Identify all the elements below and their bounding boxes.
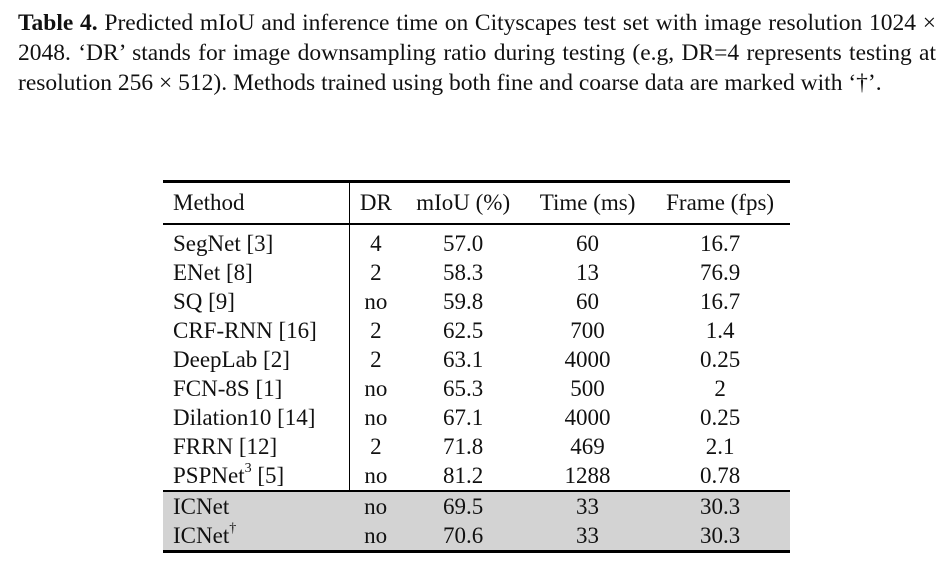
table-row [163, 491, 790, 521]
cell-dr: no [364, 288, 388, 314]
table-row [163, 316, 790, 345]
cell-method [163, 287, 350, 316]
header-method: Method [163, 182, 350, 225]
table-row [163, 521, 790, 552]
cell-miou: 65.3 [443, 375, 484, 401]
cell-dr: 2 [370, 259, 382, 285]
header-dr: DR [359, 190, 392, 215]
cell-dr: no [364, 404, 388, 430]
cell-fps: 0.25 [699, 404, 741, 430]
cell-fps: 2.1 [705, 433, 735, 459]
method-name: SegNet [3] [173, 230, 274, 256]
method-name: ICNet [173, 493, 230, 519]
method-name: PSPNet [173, 462, 245, 488]
method-name: Dilation10 [14] [173, 404, 316, 430]
cell-method [163, 316, 350, 345]
cell-method [163, 461, 350, 491]
cell-fps: 76.9 [699, 259, 741, 285]
results-table [163, 180, 790, 553]
icnet-methods [163, 491, 790, 552]
method-superscript: 3 [244, 460, 252, 476]
cell-dr: 4 [370, 230, 382, 256]
cell-time: 33 [576, 522, 600, 548]
table-row [163, 258, 790, 287]
method-name: DeepLab [2] [173, 346, 290, 372]
table-row [163, 224, 790, 258]
cell-time: 1288 [564, 462, 611, 488]
baseline-methods [163, 224, 790, 491]
cell-method [163, 224, 350, 258]
cell-fps: 30.3 [699, 522, 741, 548]
cell-fps: 0.78 [699, 462, 741, 488]
cell-dr: no [364, 375, 388, 401]
table-row [163, 345, 790, 374]
cell-method [163, 432, 350, 461]
cell-time: 60 [576, 230, 600, 256]
cell-method [163, 521, 350, 552]
cell-time: 13 [576, 259, 600, 285]
method-name: SQ [9] [173, 288, 235, 314]
cell-miou: 62.5 [443, 317, 484, 343]
cell-miou: 57.0 [443, 230, 484, 256]
table-row [163, 374, 790, 403]
cell-dr: 2 [370, 317, 382, 343]
cell-miou: 67.1 [443, 404, 484, 430]
table-row [163, 432, 790, 461]
cell-fps: 16.7 [699, 288, 741, 314]
cell-method [163, 374, 350, 403]
cell-method [163, 258, 350, 287]
cell-method [163, 403, 350, 432]
cell-method [163, 491, 350, 521]
table-header-row [163, 182, 790, 225]
method-citation: [5] [251, 462, 285, 488]
method-name: FCN-8S [1] [173, 375, 283, 401]
header-miou: mIoU (%) [416, 190, 511, 215]
cell-time: 700 [570, 317, 605, 343]
table-row [163, 403, 790, 432]
table-caption [18, 8, 936, 98]
table-row [163, 287, 790, 316]
method-name: FRRN [12] [173, 433, 278, 459]
caption-text: Predicted mIoU and inference time on Cityscapes test set with image resolution 1024 × 2048. ‘DR’ stands for image downsampling ratio during testing (e.g, DR=4 represents testing at resolution 256 × 512). Methods trained using both fine and coarse data are marked with ‘†’. [18, 10, 936, 96]
header-fps: Frame (fps) [666, 190, 775, 215]
cell-time: 469 [570, 433, 605, 459]
header-time: Time (ms) [539, 190, 636, 215]
cell-fps: 30.3 [699, 493, 741, 519]
cell-time: 4000 [564, 404, 611, 430]
cell-time: 4000 [564, 346, 611, 372]
cell-dr: no [364, 522, 388, 548]
caption-label: Table 4. [18, 10, 98, 36]
cell-time: 500 [570, 375, 605, 401]
cell-miou: 63.1 [443, 346, 484, 372]
cell-time: 60 [576, 288, 600, 314]
method-superscript: † [229, 520, 237, 536]
cell-dr: 2 [370, 433, 382, 459]
cell-time: 33 [576, 493, 600, 519]
cell-fps: 0.25 [699, 346, 741, 372]
cell-miou: 70.6 [443, 522, 484, 548]
cell-dr: no [364, 462, 388, 488]
method-name: CRF-RNN [16] [173, 317, 317, 343]
method-name: ENet [8] [173, 259, 253, 285]
cell-miou: 58.3 [443, 259, 484, 285]
cell-fps: 16.7 [699, 230, 741, 256]
cell-dr: no [364, 493, 388, 519]
cell-miou: 59.8 [443, 288, 484, 314]
method-name: ICNet [173, 522, 230, 548]
cell-miou: 81.2 [443, 462, 484, 488]
cell-fps: 2 [714, 375, 726, 401]
table-row [163, 461, 790, 491]
cell-miou: 69.5 [443, 493, 484, 519]
cell-fps: 1.4 [705, 317, 735, 343]
cell-miou: 71.8 [443, 433, 484, 459]
cell-method [163, 345, 350, 374]
cell-dr: 2 [370, 346, 382, 372]
